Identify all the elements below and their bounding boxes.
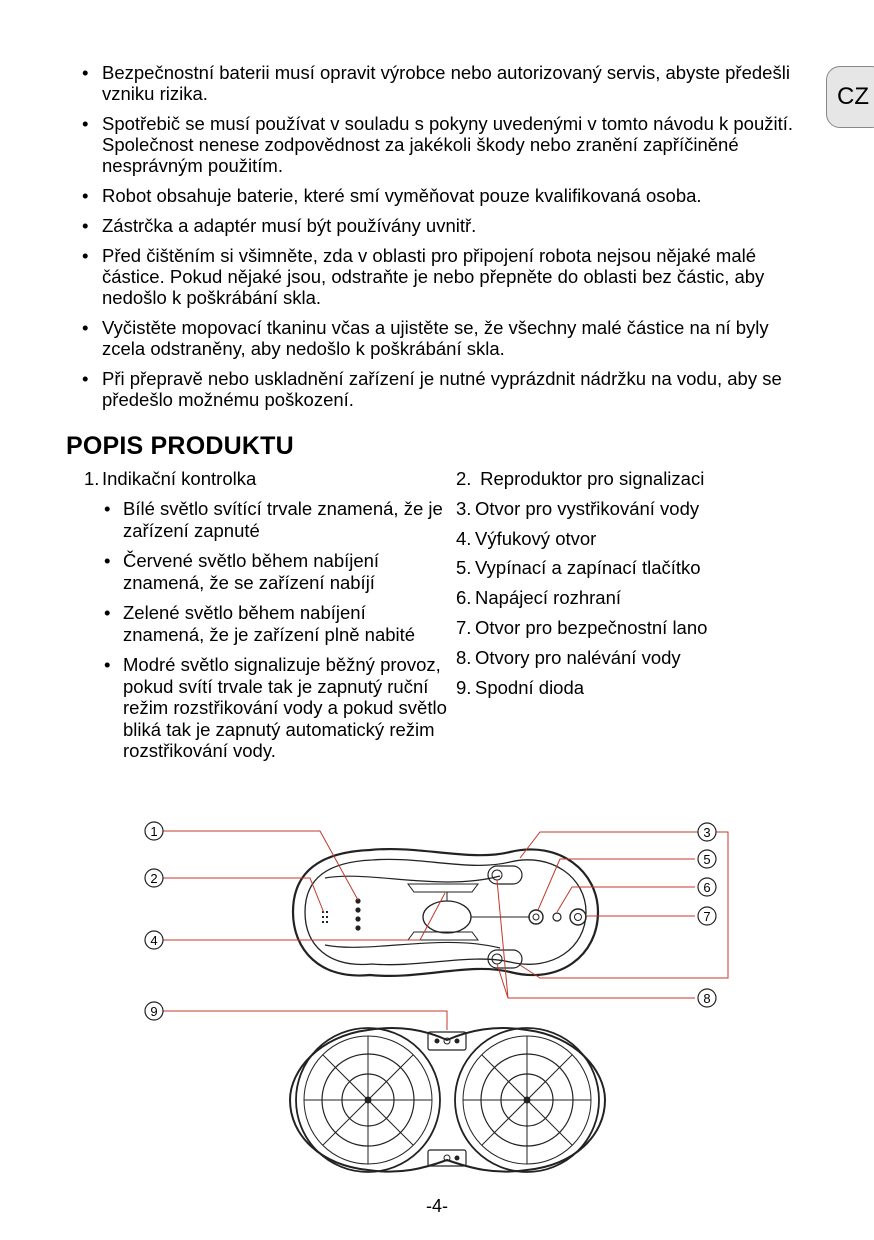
- parts-left-column: [84, 468, 454, 771]
- callout-3: [698, 823, 716, 841]
- part-item: [456, 498, 816, 528]
- part-label: Spodní dioda: [475, 676, 585, 698]
- part-label: Vypínací a zapínací tlačítko: [475, 557, 701, 579]
- safety-note: • Bezpečnostní baterii musí opravit výrobce nebo autorizovaný servis, abyste předešli vzniku rizika.: [82, 62, 812, 104]
- safety-note: • Robot obsahuje baterie, které smí vyměňovat pouze kvalifikovaná osoba.: [82, 185, 812, 206]
- part-number: 4.: [456, 527, 472, 549]
- part-number: 8.: [456, 646, 472, 668]
- part-number: 2.: [456, 468, 472, 489]
- part-label: Napájecí rozhraní: [475, 587, 622, 609]
- speaker-grille: [322, 911, 328, 923]
- callout-5: [698, 850, 716, 868]
- part-label: Výfukový otvor: [475, 527, 597, 549]
- part-number: 6.: [456, 587, 472, 609]
- product-diagram: [130, 815, 750, 1185]
- safety-note: • Zástrčka a adaptér musí být používány uvnitř.: [82, 215, 812, 236]
- part-item: [456, 468, 816, 498]
- part-number: 9.: [456, 676, 472, 698]
- part-item: [456, 647, 816, 677]
- callout-label: 7: [703, 909, 711, 924]
- safety-note: • Při přepravě nebo uskladnění zařízení je nutné vyprázdnit nádržku na vodu, aby se předešlo možnému poškození.: [82, 368, 812, 410]
- part-item: [456, 557, 816, 587]
- safety-note: • Před čištěním si všimněte, zda v oblasti pro připojení robota nejsou nějaké malé částice. Pokud nějaké jsou, odstraňte je nebo přepněte do oblasti bez částic, aby nedošlo k poškrábání skla.: [82, 245, 812, 308]
- robot-top-view: [293, 849, 598, 976]
- indicator-light-note: • Modré světlo signalizuje běžný provoz, pokud svítí trvale tak je zapnutý ruční režim rozstřikování vody a pokud světlo bliká tak je zapnutý automatický režim rozstřikování vody.: [104, 654, 449, 762]
- part-item: [456, 528, 816, 558]
- callout-label: 6: [703, 880, 711, 895]
- callout-9: [145, 1002, 163, 1020]
- indicator-light-note: • Červené světlo během nabíjení znamená, že se zařízení nabíjí: [104, 550, 449, 593]
- part-item: [456, 587, 816, 617]
- part-item: [456, 677, 816, 707]
- part-number: 7.: [456, 616, 472, 638]
- indicator-leds: [355, 898, 360, 930]
- callout-2: [145, 869, 163, 887]
- part-label: Reproduktor pro signalizaci: [475, 468, 705, 489]
- indicator-light-note: • Bílé světlo svítící trvale znamená, že je zařízení zapnuté: [104, 498, 449, 541]
- safety-note: • Vyčistěte mopovací tkaninu včas a ujistěte se, že všechny malé částice na ní byly zcela odstraněny, aby nedošlo k poškrábání skla.: [82, 317, 812, 359]
- callout-label: 8: [703, 991, 711, 1006]
- page-number: -4-: [426, 1196, 448, 1216]
- safety-notes-list: [82, 62, 812, 419]
- part-label: Otvor pro vystřikování vody: [475, 497, 700, 519]
- part-label: Indikační kontrolka: [102, 468, 257, 489]
- language-tab: [826, 66, 874, 128]
- language-tab-label: CZ: [837, 83, 869, 110]
- part-number: 3.: [456, 497, 472, 519]
- callout-1: [145, 822, 163, 840]
- callout-8: [698, 989, 716, 1007]
- callout-label: 3: [703, 825, 711, 840]
- part-number: 5.: [456, 557, 472, 579]
- part-item-1: [84, 468, 454, 490]
- part-number: 1.: [84, 468, 100, 489]
- callout-label: 1: [150, 824, 158, 839]
- part-item: [456, 617, 816, 647]
- callout-label: 5: [703, 852, 711, 867]
- safety-note: • Spotřebič se musí používat v souladu s pokyny uvedenými v tomto návodu k použití. Společnost nenese zodpovědnost za jakékoli škody nebo zranění zapříčiněné nesprávným použitím.: [82, 113, 812, 176]
- part-label: Otvory pro nalévání vody: [475, 646, 681, 668]
- indicator-light-note: • Zelené světlo během nabíjení znamená, že je zařízení plně nabité: [104, 602, 449, 645]
- robot-bottom-view: [290, 1028, 605, 1172]
- callout-label: 2: [150, 871, 158, 886]
- part-label: Otvor pro bezpečnostní lano: [475, 616, 708, 638]
- callout-label: 9: [150, 1004, 158, 1019]
- callout-7: [698, 907, 716, 925]
- parts-right-list: [456, 468, 816, 706]
- indicator-light-list: [104, 498, 449, 762]
- leader-lines: [163, 831, 728, 1030]
- callout-label: 4: [150, 933, 158, 948]
- callout-6: [698, 878, 716, 896]
- section-title: POPIS PRODUKTU: [66, 432, 294, 460]
- callout-4: [145, 931, 163, 949]
